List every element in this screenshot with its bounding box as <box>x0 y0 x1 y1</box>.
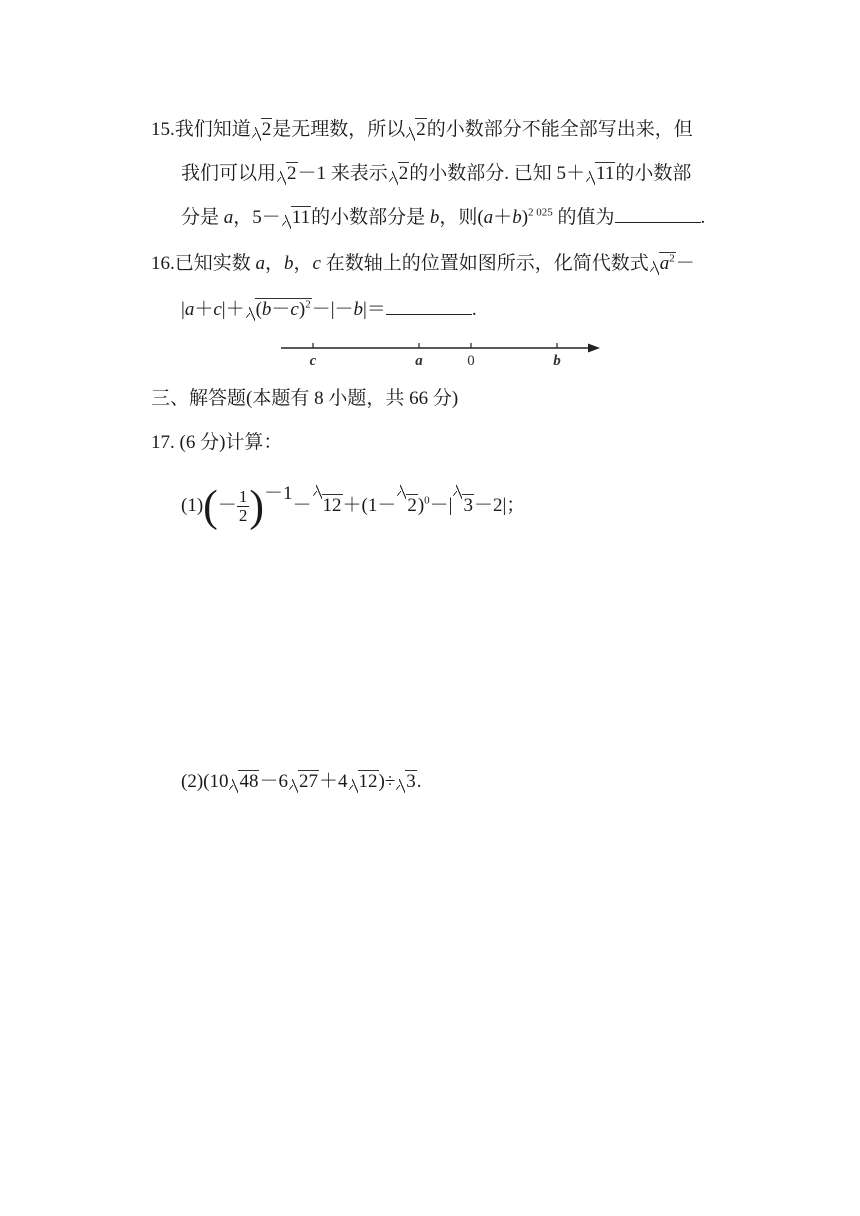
q16-number: 16. <box>151 253 175 274</box>
q15-line-1: 15.我们知道 2是无理数，所以 2的小数部分不能全部写出来，但 <box>151 119 693 140</box>
sqrt-12: 12 <box>313 476 343 536</box>
sqrt-2: 2 <box>252 118 273 142</box>
sqrt-48: 48 <box>229 770 259 794</box>
q15-number: 15. <box>151 119 175 140</box>
q17-part-1: (1)(－ $\frac{1}{2}$ )$-1- 12+(1- 2)^0-|$ 3－2|； <box>181 476 525 536</box>
sqrt-27: 27 <box>289 770 319 794</box>
q16-line-1: 16.已知实数 a，b，c 在数轴上的位置如图所示，化简代数式 $a^2-$ <box>151 252 695 274</box>
q17-part-2: (2)(10 48－6 27＋4 12)÷ 3. <box>181 771 422 792</box>
answer-blank <box>386 298 472 315</box>
sqrt-2: 2 <box>277 162 298 186</box>
sqrt-a-squared: $a^2$ <box>650 252 676 276</box>
label-a: a <box>415 353 423 369</box>
right-paren: ) <box>249 481 264 531</box>
q17-heading: 17. (6 分)计算： <box>151 432 283 453</box>
fraction-one-half: $\frac{1}{2}$ <box>238 487 248 526</box>
label-zero: 0 <box>467 353 475 369</box>
number-line <box>0 335 860 375</box>
sqrt-11: 11 <box>282 206 311 230</box>
left-paren: ( <box>203 481 218 531</box>
q16-line-2: $|a+c|+ (b-c)^2-|-b|=$ . <box>181 298 477 320</box>
sqrt-3: 3 <box>453 476 474 536</box>
sqrt-11: 11 <box>586 162 615 186</box>
q15-line-2: 我们可以用 2－1 来表示 2的小数部分. 已知 5＋ 11的小数部 <box>181 163 692 184</box>
label-b: b <box>553 353 561 369</box>
sqrt-12: 12 <box>349 770 379 794</box>
sqrt-2: 2 <box>397 476 418 536</box>
sqrt-2: 2 <box>389 162 410 186</box>
sqrt-3: 3 <box>396 770 417 794</box>
sqrt-b-minus-c-squared: $(b-c)^2$ <box>246 298 312 322</box>
section-3-title: 三、解答题(本题有 8 小题，共 66 分) <box>151 388 459 409</box>
sqrt-2: 2 <box>406 118 427 142</box>
q15-line-3: 分是 a，5－ 11的小数部分是 b，则$(a+b)^{2 025}$ 的值为 . <box>181 206 706 228</box>
label-c: c <box>309 353 317 369</box>
answer-blank <box>615 206 701 223</box>
